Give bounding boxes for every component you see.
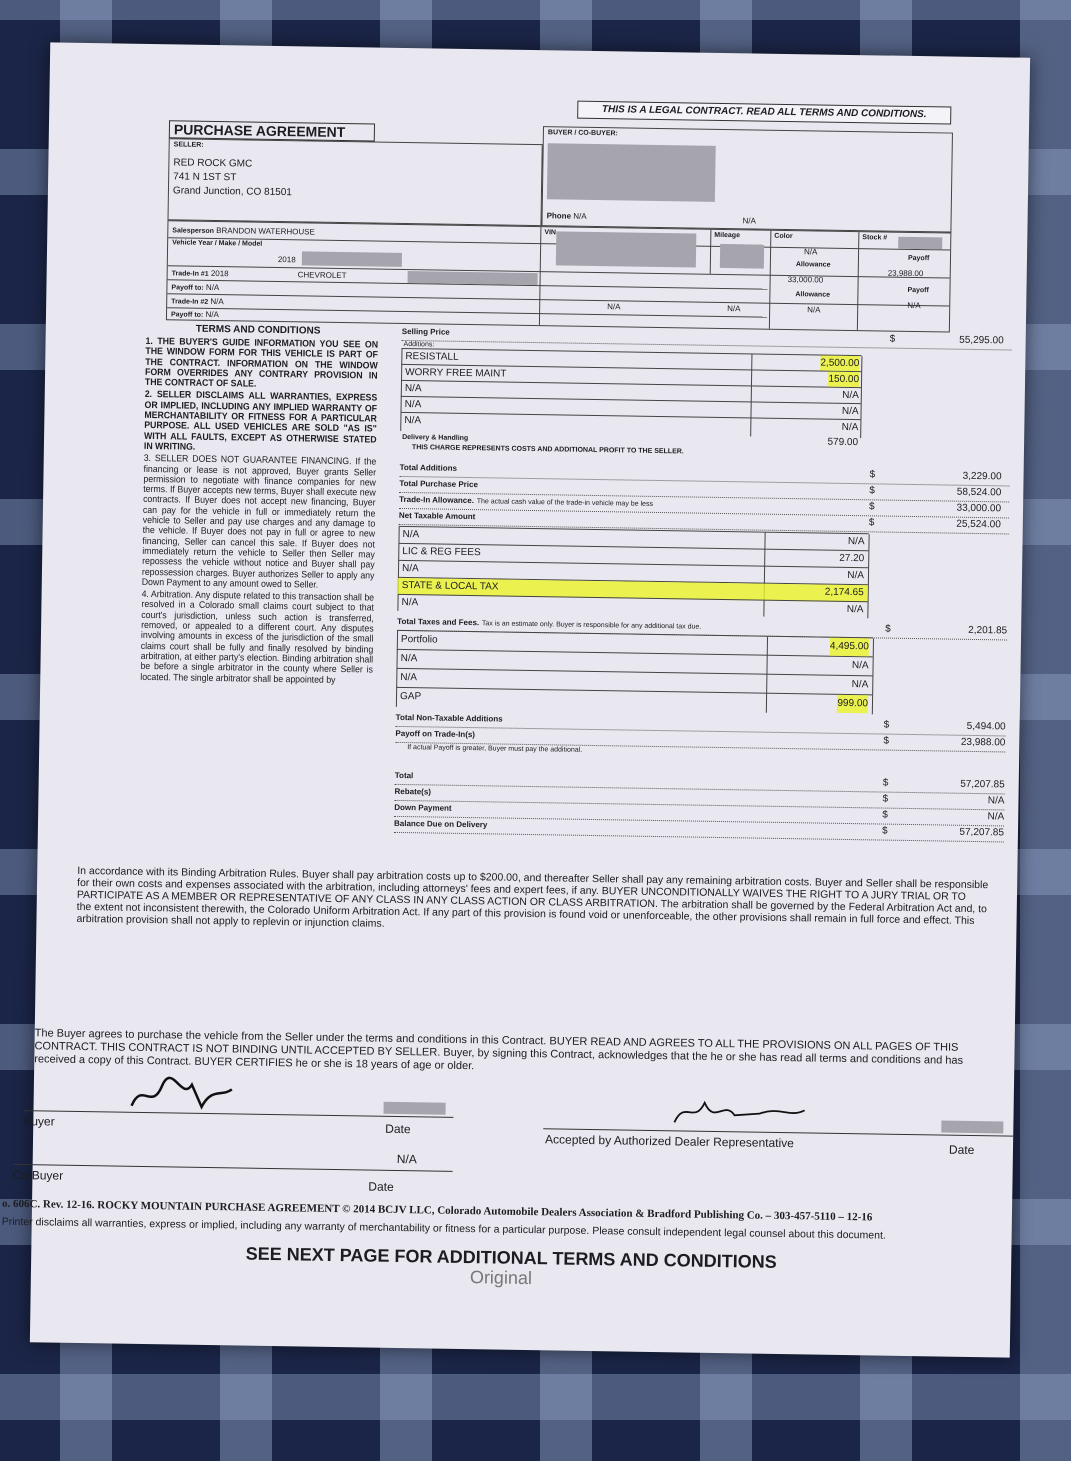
delivery-value: 579.00 [827, 436, 859, 449]
seller-box [167, 138, 542, 226]
selling-price-row: Selling Price $ 55,295.00 [402, 324, 1012, 351]
additions-table [400, 348, 861, 438]
buyer-label: Buyer [23, 1114, 55, 1129]
payoff-note: If actual Payoff is greater, Buyer must pay the additional. [407, 744, 583, 754]
balance-due-value: 57,207.85 [959, 826, 1005, 839]
nontaxable-table [396, 630, 873, 714]
term-2: 2. SELLER DISCLAIMS ALL WARRANTIES, EXPRESS OR IMPLIED, INCLUDING ANY IMPLIED WARRANTY OF MERCHANTABILITY OR FITNESS FOR A PARTICULAR PURPOSE. ALL USED VEHICLES ARE SOLD "AS IS" WITH ALL FAULTS, EXCEPT AS OTHERWISE STATED IN WRITING. [143, 388, 378, 452]
tax-row-1: N/A N/A [398, 527, 868, 551]
balance-due-row: Balance Due on Delivery $ 57,207.85 [394, 816, 1004, 843]
seller-street: 741 N 1ST ST [173, 171, 237, 184]
redacted-buyer-date [383, 1102, 445, 1115]
form-info: o. 606C. Rev. 12-16. ROCKY MOUNTAIN PURCHASE AGREEMENT © 2014 BCJV LLC, Colorado Automobile Dealers Association & Bradford Publishing Co. – 303-457-5110 – 12-16 [1, 1197, 873, 1224]
down-payment-value: N/A [987, 811, 1005, 823]
tax-row-5: N/A N/A [401, 596, 864, 616]
arbitration-text: In accordance with its Binding Arbitration Rules. Buyer shall pay arbitration costs up to $200.00, and thereafter Seller shall pay any remaining arbitration costs. Buyer and Seller shall be responsible for their own costs and expenses associated with the arbitration, including attorneys' fees and expert fees, if any. BUYER UNCONDITIONALLY WAIVES THE RIGHT TO A JURY TRIAL OR TO PARTICIPATE AS A MEMBER OR REPRESENTATIVE OF ANY CLASS IN ANY CLASS ACTION OR CLASS ARBITRATION. The arbitration shall be governed by the Federal Arbitration Act and, to the extent not inconsistent therewith, the Colorado Uniform Arbitration Act. If any part of this provision is found void or unenforceable, the other provisions shall remain in full force and effect. This arbitration provision shall not apply to replevin or injunction claims. [76, 864, 989, 930]
buyer-date-label: Date [385, 1121, 411, 1137]
vehicle-grid [166, 220, 951, 332]
dealer-label: Accepted by Authorized Dealer Representative [544, 1132, 794, 1151]
delivery-label: Delivery & Handling [402, 433, 469, 442]
printer-disclaimer: Printer disclaims all warranties, express or implied, including any warranty of merchantability or fitness for a particular purpose. Please consult independent legal counsel about this document. [1, 1215, 886, 1242]
nontax-row-3: N/A N/A [396, 669, 872, 695]
next-page-notice: SEE NEXT PAGE FOR ADDITIONAL TERMS AND CONDITIONS [245, 1243, 777, 1272]
pricing-section [393, 324, 1011, 874]
salesperson-field: Salesperson BRANDON WATERHOUSE [172, 226, 315, 237]
color-label: Color [774, 232, 793, 241]
term-1: 1. THE BUYER'S GUIDE INFORMATION YOU SEE ON THE WINDOW FORM FOR THIS VEHICLE IS PART OF THE CONTRACT. INFORMATION ON THE WINDOW FORM OVERRIDES ANY CONTRARY PROVISION IN THE CONTRACT OF SALE. [144, 334, 379, 389]
addition-row-3: N/A N/A [401, 381, 861, 404]
document-title: PURCHASE AGREEMENT [169, 120, 375, 141]
rebate-value: N/A [987, 795, 1005, 807]
payoff2-label: Payoff [907, 286, 929, 295]
copy-label: Original [469, 1267, 533, 1289]
cobuyer-label: Co-Buyer [12, 1167, 64, 1183]
payoff-to-1: Payoff to: N/A [171, 282, 220, 293]
addition-row-2: WORRY FREE MAINT 150.00 [401, 365, 861, 388]
payoff-tradein-value: 23,988.00 [960, 736, 1006, 749]
tax-row-4: STATE & LOCAL TAX 2,174.65 [398, 578, 868, 602]
rebate-row: Rebate(s) $ N/A [394, 784, 1004, 811]
payoff-tradein-row: Payoff on Trade-In(s) $ 23,988.00 [395, 726, 1005, 753]
total-additions-row: Total Additions $ 3,229.00 [399, 460, 1009, 487]
vehicle-year: 2018 [277, 254, 296, 265]
cobuyer-date-label: Date [368, 1179, 394, 1194]
redacted-dealer-date [941, 1121, 1003, 1134]
delivery-note: THIS CHARGE REPRESENTS COSTS AND ADDITIONAL PROFIT TO THE SELLER. [411, 444, 684, 456]
allowance1-label: Allowance [795, 261, 831, 269]
addition-row-1: RESISTALL 2,500.00 [401, 349, 861, 372]
mileage-label: Mileage [714, 231, 741, 240]
tradein-allowance-row: Trade-In Allowance. The actual cash value of the trade-in vehicle may be less $ 33,000.00 [399, 492, 1009, 519]
total-value: 57,207.85 [960, 778, 1005, 791]
purchase-agreement-document [1, 42, 1030, 1357]
color-value: N/A [804, 247, 818, 257]
payoff1-label: Payoff [907, 254, 930, 263]
terms-column [140, 336, 378, 687]
redacted-mileage [720, 244, 764, 269]
allowance2-value: N/A [807, 305, 821, 315]
net-taxable-value: 25,524.00 [956, 518, 1001, 531]
redacted-stock [898, 237, 942, 250]
stock-label: Stock # [862, 234, 888, 242]
tradein2-field: Trade-In #2 N/A [171, 296, 224, 307]
payoff2-value: N/A [907, 300, 921, 311]
total-purchase-value: 58,524.00 [956, 486, 1002, 499]
tradein1-field: Trade-In #1 2018 [171, 268, 229, 279]
additions-label: Additions: [403, 340, 435, 349]
tax-row-3: N/A N/A [398, 561, 868, 585]
co-buyer-phone: N/A [742, 216, 756, 226]
tradein2-mileage: N/A [727, 304, 741, 314]
total-purchase-row: Total Purchase Price $ 58,524.00 [399, 476, 1009, 503]
nontax-row-4: GAP 999.00 [396, 688, 872, 713]
tradein2-vin: N/A [607, 302, 621, 312]
payoff1-value: 23,988.00 [887, 268, 924, 279]
total-nontaxable-row: Total Non-Taxable Additions $ 5,494.00 [396, 710, 1006, 737]
dealer-date-label: Date [948, 1142, 975, 1158]
total-additions-value: 3,229.00 [962, 470, 1002, 483]
addition-row-5: N/A N/A [404, 414, 859, 434]
buyer-label: BUYER / CO-BUYER: [547, 129, 618, 138]
buyer-box [541, 126, 953, 232]
total-nontaxable-value: 5,494.00 [966, 720, 1006, 733]
allowance1-value: 33,000.00 [787, 274, 824, 285]
cobuyer-date-value: N/A [396, 1151, 417, 1167]
tradein-allowance-value: 33,000.00 [956, 502, 1002, 515]
dealer-signature [669, 1094, 810, 1132]
term-3: 3. SELLER DOES NOT GUARANTEE FINANCING. If the financing or lease is not approved, Buyer grants Seller permission to negotiate with finance companies for new terms. If Buyer accepts new terms, Buyer shall execute new contracts. If Buyer does not accept new financing, Buyer can pay for the vehicle in full or immediately return the vehicle to Seller and pay use charges and any damage to the vehicle. If Buyer does not pay in full or agree to new financing, Seller can cancel this sale. If Buyer does not immediately return the vehicle to Seller then Seller may repossess the vehicle without notice and Buyer shall pay repossession charges. Buyer authorizes Seller to apply any Down Payment to any amount owed to Seller. [141, 452, 377, 590]
nontax-row-1: Portfolio 4,495.00 [397, 631, 873, 657]
seller-city: Grand Junction, CO 81501 [172, 185, 292, 199]
term-4: 4. Arbitration. Any dispute related to this transaction shall be resolved in a Colorado small claims court subject to that court's jurisdiction, unless such action is transferred, removed, or appealed to a different court. Any disputes involving amounts in excess of the jurisdiction of the small claims court shall be fully and finally resolved by binding arbitration, at either party's election. Binding arbitration shall be before a single arbitrator in the county where Seller is located. The single arbitrator shall be appointed by [140, 588, 375, 685]
down-payment-row: Down Payment $ N/A [394, 800, 1004, 827]
tax-row-2: LIC & REG FEES 27.20 [398, 544, 868, 568]
vehicle-ymm-label: Vehicle Year / Make / Model [172, 239, 263, 248]
seller-name: RED ROCK GMC [173, 157, 253, 170]
net-taxable-row: Net Taxable Amount $ 25,524.00 [399, 508, 1009, 535]
redacted-model [302, 251, 402, 267]
nontax-row-2: N/A N/A [396, 650, 872, 676]
vin-label: VIN [544, 229, 557, 237]
selling-price-value: 55,295.00 [959, 334, 1004, 347]
seller-label: SELLER: [173, 141, 204, 149]
payoff-to-2: Payoff to: N/A [170, 309, 219, 320]
cobuyer-sign-line [13, 1164, 453, 1172]
redacted-tradein1 [408, 271, 538, 285]
redacted-buyer-info [547, 143, 716, 202]
total-taxes-row: Total Taxes and Fees. Tax is an estimate only. Buyer is responsible for any additional tax due. $ 2,201.85 [397, 614, 1007, 641]
tradein1-make: CHEVROLET [297, 270, 347, 281]
addition-row-4: N/A N/A [400, 397, 860, 420]
redacted-vin [556, 231, 697, 267]
legal-notice: THIS IS A LEGAL CONTRACT. READ ALL TERMS AND CONDITIONS. [577, 101, 951, 125]
total-taxes-value: 2,201.85 [968, 624, 1008, 637]
allowance2-label: Allowance [795, 291, 831, 299]
phone-field: Phone N/A [546, 211, 587, 221]
total-row: Total $ 57,207.85 [395, 768, 1005, 795]
agreement-text: The Buyer agrees to purchase the vehicle from the Seller under the terms and conditions in this Contract. BUYER READ AND AGREES TO ALL THE PROVISIONS ON ALL PAGES OF THIS CONTRACT. THIS CONTRACT IS NOT BINDING UNTIL ACCEPTED BY SELLER. Buyer, by signing this Contract, acknowledges that the he or she has read all terms and conditions and has received a copy of this Contract. BUYER CERTIFIES he or she is 18 years of age or older. [34, 1027, 964, 1073]
taxes-table [397, 526, 868, 618]
terms-heading: TERMS AND CONDITIONS [195, 323, 321, 337]
